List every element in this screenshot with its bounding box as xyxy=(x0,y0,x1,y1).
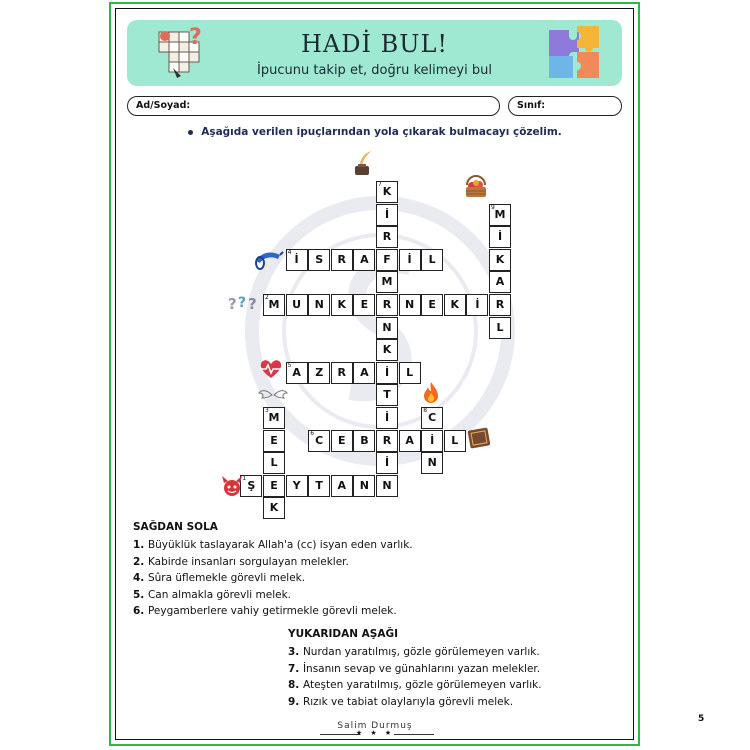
crossword-cell[interactable] xyxy=(263,430,285,452)
name-label: Ad/Soyad: xyxy=(136,100,191,111)
cell-letter: E xyxy=(360,298,369,311)
crossword-cell[interactable] xyxy=(489,271,511,293)
down-title: YUKARIDAN AŞAĞI xyxy=(288,628,399,640)
crossword-cell[interactable] xyxy=(286,294,308,316)
clue-number: 9 xyxy=(491,203,495,211)
crossword-cell[interactable] xyxy=(308,362,330,384)
clue-item xyxy=(133,554,433,570)
cell-letter: R xyxy=(337,252,347,266)
clue-item xyxy=(288,661,588,677)
cell-letter: İ xyxy=(407,252,412,266)
crossword-cell[interactable] xyxy=(263,452,285,474)
crossword-cell[interactable] xyxy=(308,430,330,452)
svg-text:?: ? xyxy=(189,25,202,50)
fire-icon xyxy=(422,381,440,409)
crossword-cell[interactable] xyxy=(376,362,398,384)
cell-letter: A xyxy=(360,365,369,379)
crossword-cell[interactable] xyxy=(331,475,353,497)
crossword-cell[interactable] xyxy=(263,407,285,429)
cell-letter: N xyxy=(314,298,324,311)
cell-letter: İ xyxy=(294,252,299,266)
cell-letter: K xyxy=(450,298,460,311)
clue-number: 2 xyxy=(265,294,269,301)
clue-number: 3 xyxy=(265,407,269,414)
crossword-cell[interactable] xyxy=(376,475,398,497)
crossword-cell[interactable] xyxy=(331,249,353,271)
cell-letter: L xyxy=(496,320,504,334)
crossword-cell[interactable] xyxy=(399,362,421,384)
crossword-cell[interactable] xyxy=(331,430,353,452)
clue-item xyxy=(133,570,433,586)
clue-item-text: Sûra üflemekle görevli melek. xyxy=(147,572,306,585)
crossword-cell[interactable] xyxy=(376,452,398,474)
cell-letter: L xyxy=(406,365,414,379)
cell-letter: M xyxy=(381,275,393,289)
clue-item-number: 9. xyxy=(288,695,303,708)
crossword-cell[interactable] xyxy=(376,271,398,293)
crossword-cell[interactable] xyxy=(376,226,398,248)
footer-stars: ★ ★ ★ xyxy=(355,729,395,737)
cell-letter: Ş xyxy=(247,478,256,492)
crossword-cell[interactable] xyxy=(421,452,443,474)
clue-item xyxy=(133,587,433,603)
cell-letter: K xyxy=(382,343,392,357)
author-name: Salim Durmuş xyxy=(337,721,413,731)
clue-item-text: İnsanın sevap ve günahlarını yazan melekler. xyxy=(302,662,541,675)
clue-item-number: 1. xyxy=(133,539,148,552)
page-title: HADİ BUL! xyxy=(300,30,449,58)
svg-text:?: ? xyxy=(248,295,257,313)
cell-letter: Y xyxy=(292,478,301,492)
crossword-cell[interactable] xyxy=(444,430,466,452)
cell-letter: F xyxy=(383,252,391,266)
fruit-basket-icon xyxy=(463,173,489,203)
cell-letter: K xyxy=(382,185,392,198)
cell-letter: Z xyxy=(315,365,324,379)
page-number: 5 xyxy=(698,714,705,724)
crossword-cell[interactable] xyxy=(331,294,353,316)
clue-item xyxy=(288,694,588,710)
quill-ink-icon xyxy=(353,150,373,180)
clue-item-text: Ateşten yaratılmış, gözle görülemeyen varlık. xyxy=(302,679,542,692)
svg-text:?: ? xyxy=(238,295,247,311)
crossword-cell[interactable] xyxy=(489,226,511,248)
crossword-cell[interactable] xyxy=(353,362,375,384)
crossword-cell[interactable] xyxy=(376,204,398,226)
cell-letter: L xyxy=(428,252,436,266)
clue-item-number: 4. xyxy=(133,572,148,585)
cell-letter: K xyxy=(337,298,347,311)
cell-letter: K xyxy=(269,501,279,515)
crossword-cell[interactable] xyxy=(308,294,330,316)
cell-letter: İ xyxy=(384,365,390,379)
cell-letter: A xyxy=(360,252,369,266)
clue-item-text: Peygamberlere vahiy getirmekle görevli melek. xyxy=(147,605,397,618)
heartbeat-icon xyxy=(258,358,284,384)
cell-letter: M xyxy=(268,298,280,311)
clue-item xyxy=(288,644,588,660)
cell-letter: İ xyxy=(430,433,435,447)
class-label: Sınıf: xyxy=(517,100,546,111)
angel-wings-icon xyxy=(258,387,288,407)
crossword-cell[interactable] xyxy=(331,362,353,384)
clue-item xyxy=(133,603,433,619)
clue-item-number: 6. xyxy=(133,605,148,618)
clue-item-text: Can almakla görevli melek. xyxy=(147,588,292,601)
clue-item-number: 8. xyxy=(288,679,303,692)
book-icon xyxy=(467,427,491,453)
cell-letter: E xyxy=(270,433,278,447)
crossword-cell[interactable] xyxy=(376,407,398,429)
cell-letter: M xyxy=(268,411,280,424)
crossword-cell[interactable] xyxy=(466,294,488,316)
crossword-cell[interactable] xyxy=(444,294,466,316)
cell-letter: L xyxy=(270,456,278,470)
cell-letter: N xyxy=(382,478,392,492)
clue-item-number: 2. xyxy=(133,555,148,568)
cell-letter: R xyxy=(337,365,347,379)
svg-text:?: ? xyxy=(228,295,237,313)
crossword-cell[interactable] xyxy=(421,294,443,316)
cell-letter: K xyxy=(495,252,505,266)
across-clues xyxy=(133,519,433,619)
crossword-cell[interactable] xyxy=(421,407,443,429)
page-subtitle: İpucunu takip et, doğru kelimeyi bul xyxy=(257,63,492,78)
clue-item-text: Kabirde insanları sorgulayan melekler. xyxy=(147,555,349,568)
cell-letter: U xyxy=(292,298,302,311)
crossword-cell[interactable] xyxy=(263,497,285,519)
cell-letter: C xyxy=(428,411,437,424)
crossword-cell[interactable] xyxy=(489,317,511,339)
crossword-cell[interactable] xyxy=(376,249,398,271)
cell-letter: N xyxy=(359,478,369,492)
crossword-cell[interactable] xyxy=(421,430,443,452)
crossword-cell[interactable] xyxy=(489,204,511,226)
cell-letter: A xyxy=(495,275,505,289)
crossword-cell[interactable] xyxy=(399,430,421,452)
crossword-cell[interactable] xyxy=(376,317,398,339)
cell-letter: R xyxy=(495,298,505,311)
cell-letter: C xyxy=(315,433,324,447)
cell-letter: M xyxy=(494,207,506,221)
cell-letter: L xyxy=(451,433,459,447)
clue-item-number: 7. xyxy=(288,662,303,675)
crossword-cell[interactable] xyxy=(399,294,421,316)
cell-letter: N xyxy=(382,320,392,334)
cell-letter: S xyxy=(315,252,324,266)
clue-number: 5 xyxy=(287,361,292,369)
crossword-cell[interactable] xyxy=(308,249,330,271)
cell-letter: İ xyxy=(384,207,390,221)
crossword-cell[interactable] xyxy=(353,430,375,452)
crossword-cell[interactable] xyxy=(353,249,375,271)
clue-item-number: 5. xyxy=(133,588,148,601)
cell-letter: R xyxy=(382,298,392,311)
crossword-cell[interactable] xyxy=(286,362,308,384)
instruction-text: Aşağıda verilen ipuçlarından yola çıkarak bulmacayı çözelim. xyxy=(201,126,562,138)
cell-letter: T xyxy=(383,388,391,402)
crossword-cell[interactable] xyxy=(376,339,398,361)
crossword-cell[interactable] xyxy=(353,294,375,316)
cell-letter: A xyxy=(292,365,301,379)
cell-letter: R xyxy=(382,230,392,244)
crossword-cell[interactable] xyxy=(353,475,375,497)
cell-letter: İ xyxy=(384,456,390,470)
clue-number: 8 xyxy=(423,407,428,414)
cell-letter: İ xyxy=(384,411,390,424)
clue-number: 7 xyxy=(378,181,382,188)
clue-item xyxy=(133,537,433,553)
crossword-cell[interactable] xyxy=(286,249,308,271)
devil-face-icon xyxy=(220,474,247,501)
cell-letter: İ xyxy=(497,230,503,244)
cell-letter: A xyxy=(337,478,347,492)
crossword-cell[interactable] xyxy=(308,475,330,497)
crossword-cell[interactable] xyxy=(286,475,308,497)
cell-letter: N xyxy=(404,298,415,311)
cell-letter: N xyxy=(427,456,437,470)
crossword-cell[interactable] xyxy=(376,181,398,203)
down-clues xyxy=(288,626,588,710)
clue-number: 1 xyxy=(242,474,247,482)
crossword-cell[interactable] xyxy=(263,294,285,316)
crossword-cell[interactable] xyxy=(376,430,398,452)
cell-letter: A xyxy=(405,433,414,447)
crossword-cell[interactable] xyxy=(399,249,421,271)
clue-item-number: 3. xyxy=(288,646,303,659)
across-title: SAĞDAN SOLA xyxy=(133,521,218,533)
cell-letter: E xyxy=(338,433,346,447)
cell-letter: İ xyxy=(475,298,480,311)
question-marks-icon xyxy=(228,293,262,317)
clue-item-text: Nurdan yaratılmış, gözle görülemeyen varlık. xyxy=(302,646,540,659)
crossword-cell[interactable] xyxy=(489,294,511,316)
crossword-cell[interactable] xyxy=(489,249,511,271)
cell-letter: E xyxy=(428,298,436,311)
trumpet-horn-icon xyxy=(254,247,284,275)
crossword-cell[interactable] xyxy=(263,475,285,497)
cell-letter: E xyxy=(270,478,278,492)
cell-letter: B xyxy=(360,433,369,447)
crossword-cell[interactable] xyxy=(376,384,398,406)
clue-item xyxy=(288,677,588,693)
clue-number: 6 xyxy=(310,429,315,437)
crossword-cell[interactable] xyxy=(421,249,443,271)
clue-number: 4 xyxy=(287,248,292,256)
cell-letter: R xyxy=(382,433,392,447)
cell-letter: T xyxy=(315,478,323,492)
crossword-cell[interactable] xyxy=(376,294,398,316)
clue-item-text: Büyüklük taslayarak Allah'a (cc) isyan eden varlık. xyxy=(147,539,413,552)
clue-item-text: Rızık ve tabiat olaylarıyla görevli melek. xyxy=(302,695,514,708)
